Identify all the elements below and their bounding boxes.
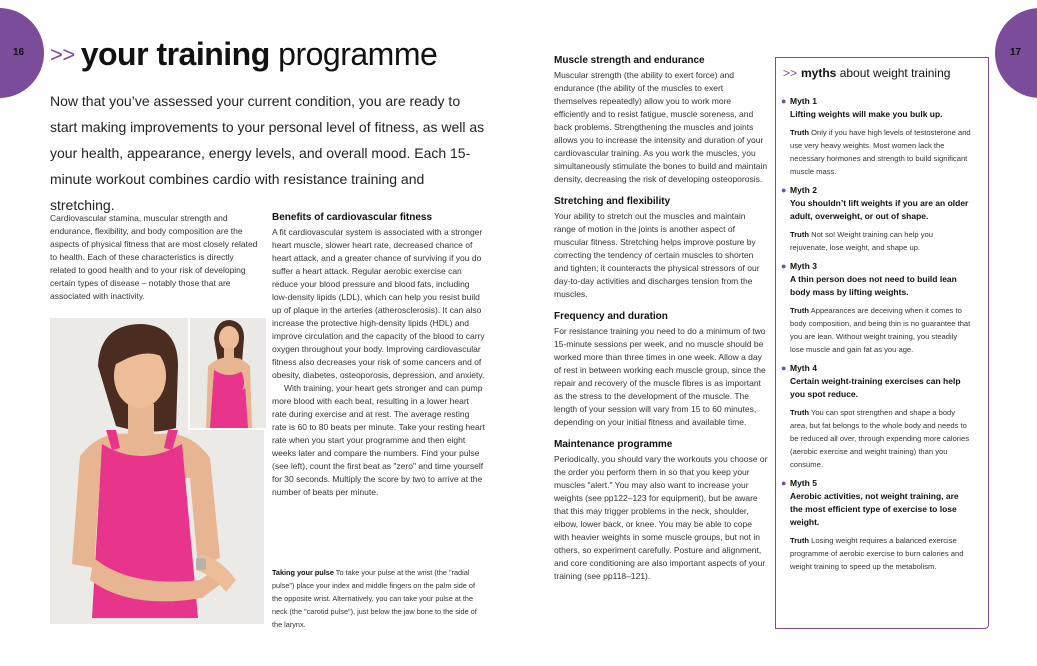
section-text: Your ability to stretch out the muscles and maintain range of motion in the joints is another aspect of muscular fitness. Stretching helps improve posture by correcting the tendency of certain muscles to shorten and tighten; it counteracts the physical stressors of our day-to-day activities and discharges tension from the muscles. (554, 211, 760, 299)
caption-lead: Taking your pulse (272, 568, 334, 577)
myth-label: Myth 3 (790, 261, 817, 271)
myths-box-title (783, 66, 950, 80)
truth-text: Appearances are deceiving when it comes to body composition, and being thin is no guarantee that you are lean. Without weight training, you steadily lose muscle and gain fat as you age. (790, 306, 971, 354)
page-number-right: 17 (1010, 47, 1022, 58)
myth-claim: You shouldn’t lift weights if you are an older adult, overweight, or out of shape. (790, 198, 969, 221)
myth-label: Myth 1 (790, 96, 817, 106)
truth-text: You can spot strengthen and shape a body area, but fat belongs to the whole body and needs to be reduced all over, through expending more calories (aerobic exercise and weight training) than you consume. (790, 408, 969, 469)
truth-label: Truth (790, 128, 809, 137)
truth-label: Truth (790, 306, 809, 315)
myth-item (781, 477, 972, 573)
right-page-column (554, 55, 768, 593)
section-heading: Stretching and flexibility (554, 196, 671, 207)
myth-claim: Lifting weights will make you bulk up. (790, 109, 943, 119)
section-muscle-strength (554, 55, 768, 186)
myth-item (781, 260, 972, 356)
benefits-heading: Benefits of cardiovascular fitness (272, 212, 433, 223)
myth-truth (790, 406, 972, 471)
section-heading: Maintenance programme (554, 439, 673, 450)
section-frequency (554, 311, 768, 429)
myths-chevrons: >> (783, 66, 798, 80)
title-light: programme (278, 36, 438, 72)
myths-list (781, 95, 972, 579)
page-title (50, 36, 437, 73)
section-text: Muscular strength (the ability to exert force) and endurance (the ability of the muscles to exert themselves repeatedly) allow you to work more efficiently and to resist fatigue, muscle soreness, and back problems. Strengthening the muscles and joints allows you to increase the intensity and duration of your cardiovascular training. As you work the muscles, you simultaneously stimulate the bones to build and maintain density, decreasing the risk of developing osteoporosis. (554, 70, 768, 184)
truth-text: Only if you have high levels of testosterone and use very heavy weights. Most women lack the necessary hormones and strength to build significant muscle mass. (790, 128, 971, 176)
truth-label: Truth (790, 408, 809, 417)
benefits-paragraph-2: With training, your heart gets stronger and can pump more blood with each beat, resulting in a lower heart rate during exercise and at rest. The average resting rate is 60 to 80 beats per minute. Take your resting heart rate when you start your programme and then eight weeks later and compare the numbers. Find your pulse (see left), count the first beat as "zero" and time yourself for 30 seconds. Multiply the score by two to arrive at the number of beats per minute. (272, 383, 485, 497)
title-chevrons: >> (50, 42, 75, 67)
section-heading: Muscle strength and endurance (554, 55, 705, 66)
myth-truth (790, 126, 972, 178)
truth-text: Not so! Weight training can help you rejuvenate, lose weight, and shape up. (790, 230, 933, 252)
bullet-icon: ● (781, 478, 787, 488)
page-number-left: 16 (13, 47, 25, 58)
section-maintenance (554, 439, 768, 583)
benefits-section (272, 212, 486, 499)
photo-caption (272, 566, 486, 631)
section-heading: Frequency and duration (554, 311, 668, 322)
truth-label: Truth (790, 536, 809, 545)
myths-title-bold: myths (801, 66, 837, 80)
bullet-icon: ● (781, 363, 787, 373)
myth-truth (790, 534, 972, 573)
myth-item (781, 184, 972, 254)
myth-truth (790, 228, 972, 254)
myth-claim: A thin person does not need to build lean body mass by lifting weights. (790, 274, 957, 297)
section-text: For resistance training you need to do a minimum of two 15-minute sessions per week, and no muscle should be worked more than three times in one week. Allow a day of rest in between working each muscle group, since the repair and recovery of the muscle fibres is as important as the stress to the development of the muscle. The length of your session will vary from 15 to 60 minutes, depending on your initial fitness and available time. (554, 326, 766, 427)
myth-truth (790, 304, 972, 356)
title-bold: your training (80, 36, 270, 72)
woman-neck-pulse-illustration (190, 318, 266, 428)
myth-item (781, 95, 972, 178)
myth-claim: Certain weight-training exercises can help you spot reduce. (790, 376, 961, 399)
col1-paragraph: Cardiovascular stamina, muscular strength and endurance, flexibility, and body composition are the aspects of physical fitness that are most closely related to health. Each of these characteristics is directly related to good health and to your risk of developing certain types of disease – notably those that are associated with inactivity. (50, 213, 258, 301)
pulse-photo-inset (188, 318, 266, 430)
myth-label: Myth 5 (790, 478, 817, 488)
section-text: Periodically, you should vary the workouts you choose or the order you perform them in so that you keep your muscles "alert." You may also want to increase your weights (see pp122–123 for equipment), but be aware that this may trigger problems in the neck, shoulder, elbow, lower back, or knee. You may be able to cope with heavier weights in some muscle groups, but not in others, so experiment carefully. Posture and alignment, and core conditioning are also important aspects of your training (see pp118–121). (554, 454, 768, 581)
truth-text: Losing weight requires a balanced exercise programme of aerobic exercise to burn calories and weight training to speed up the metabolism. (790, 536, 964, 571)
myth-item (781, 362, 972, 471)
truth-label: Truth (790, 230, 809, 239)
bullet-icon: ● (781, 185, 787, 195)
myth-label: Myth 4 (790, 363, 817, 373)
caption-text: To take your pulse at the wrist (the "radial pulse") place your index and middle fingers on the palm side of the opposite wrist. Alternatively, you can take your pulse at the neck (the "carotid pulse"), just below the jaw bone to the side of the larynx. (272, 568, 477, 629)
myth-claim: Aerobic activities, not weight training, are the most efficient type of exercise to lose weight. (790, 491, 959, 527)
section-stretching (554, 196, 768, 301)
myth-label: Myth 2 (790, 185, 817, 195)
bullet-icon: ● (781, 96, 787, 106)
intro-paragraph: Now that you’ve assessed your current condition, you are ready to start making improvements to your personal level of fitness, as well as your health, appearance, energy levels, and overall mood. Each 15-minute workout combines cardio with resistance training and stretching. (50, 93, 485, 213)
benefits-paragraph-1: A fit cardiovascular system is associated with a stronger heart muscle, slower heart rate, decreased chance of heart attack, and a greater chance of surviving if you do suffer a heart attack. Regular aerobic exercise can reduce your blood pressure and blood fats, including low-density lipids (LDL), which can help you resist build up of plaque in the arteries (atherosclerosis). It can also increase the protective high-density lipids (HDL) and improve circulation and the capacity of the blood to carry oxygen throughout your body. Improving cardiovascular fitness also decreases your risk of some cancers and of obesity, diabetes, osteoporosis, depression, and anxiety. (272, 227, 485, 380)
myths-title-rest: about weight training (836, 66, 951, 80)
bullet-icon: ● (781, 261, 787, 271)
